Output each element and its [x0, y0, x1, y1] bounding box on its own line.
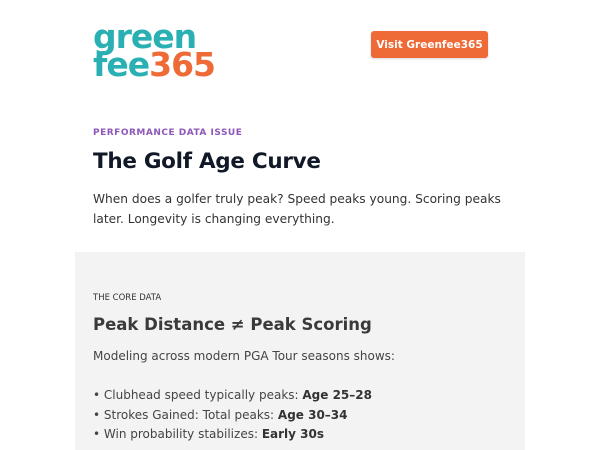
list-item [93, 425, 372, 445]
bullet-label: • Win probability stabilizes: [93, 427, 262, 441]
logo-fee: fee [93, 45, 150, 84]
bullet-value: Early 30s [261, 427, 324, 441]
bullet-value: Age 25–28 [302, 388, 372, 402]
core-data-title: Peak Distance ≠ Peak Scoring [93, 315, 372, 334]
core-data-lead: Modeling across modern PGA Tour seasons shows: [93, 349, 395, 363]
intro-paragraph: When does a golfer truly peak? Speed peaks young. Scoring peaks later. Longevity is changing everything. [93, 192, 501, 226]
core-data-list [93, 386, 372, 445]
core-data-section [75, 252, 525, 450]
logo-line-green: green [93, 17, 197, 56]
issue-eyebrow: PERFORMANCE DATA ISSUE [93, 128, 243, 138]
logo-line-fee365 [93, 45, 216, 84]
list-item [93, 386, 372, 406]
visit-greenfee365-button[interactable]: Visit Greenfee365 [371, 31, 488, 58]
page-title: The Golf Age Curve [93, 149, 321, 174]
bullet-label: • Clubhead speed typically peaks: [93, 388, 303, 402]
core-data-eyebrow: THE CORE DATA [93, 293, 162, 303]
email-header [0, 0, 600, 100]
greenfee365-logo[interactable] [93, 17, 218, 84]
list-item [93, 406, 372, 426]
logo-365: 365 [149, 45, 216, 84]
bullet-label: • Strokes Gained: Total peaks: [93, 407, 278, 422]
bullet-value: Age 30–34 [277, 407, 348, 422]
